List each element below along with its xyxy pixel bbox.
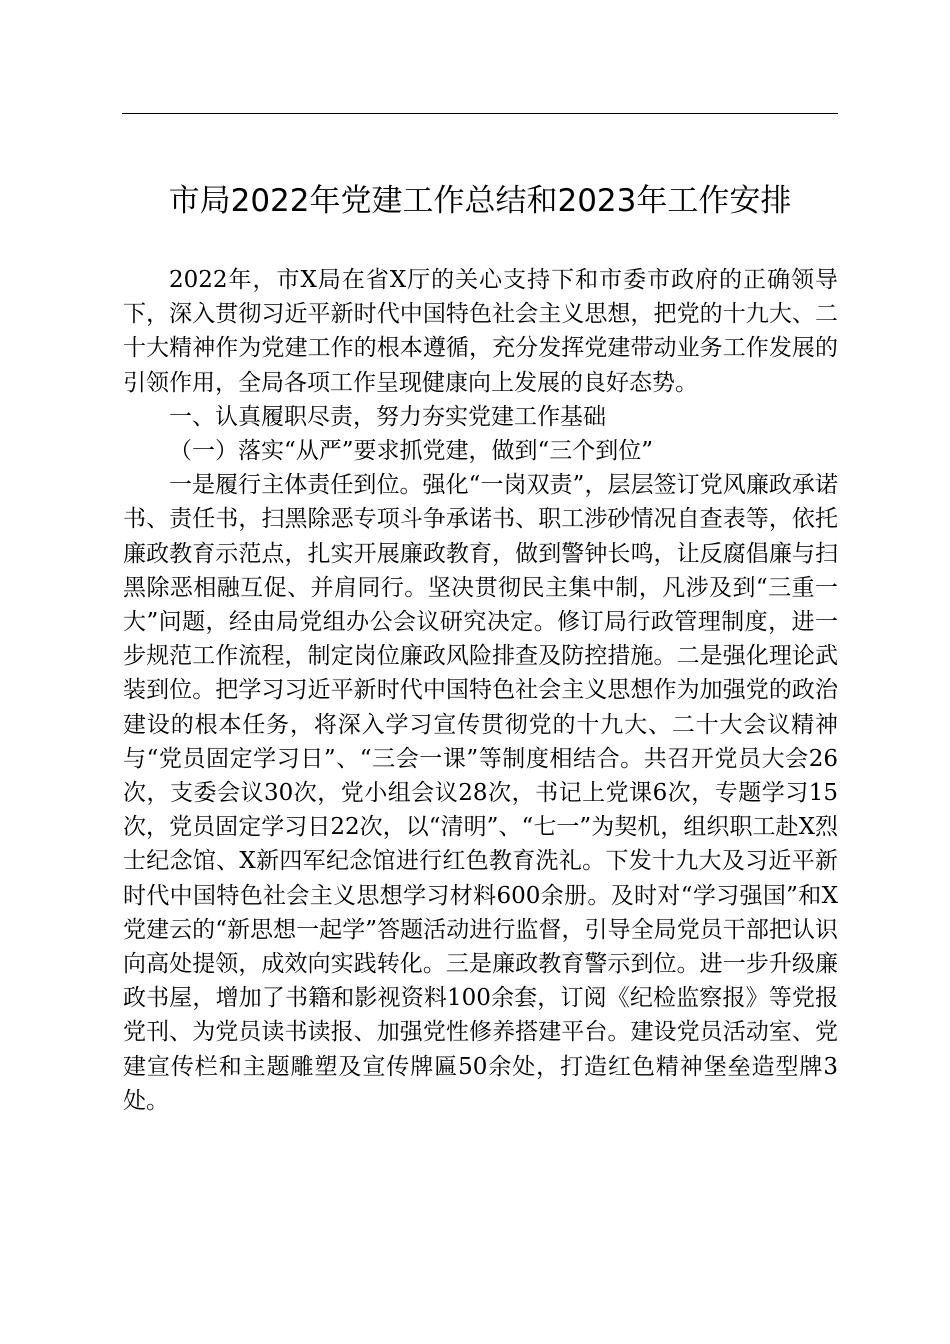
document-body: [123, 263, 838, 1118]
subsection-heading: （一）落实“从严”要求抓党建，做到“三个到位”: [169, 438, 654, 465]
document-title: 市局2022年党建工作总结和2023年工作安排: [168, 183, 792, 219]
section-heading: 一、认真履职尽责，努力夯实党建工作基础: [169, 403, 606, 430]
header-rule: [122, 113, 838, 114]
body-paragraph: 一是履行主体责任到位。强化“一岗双责”，层层签订党风廉政承诺书、责任书，扫黑除恶专项斗争承诺书、职工涉砂情况自查表等，依托廉政教育示范点，扎实开展廉政教育，做到警钟长鸣，让反腐倡廉与扫黑除恶相融互促、并肩同行。坚决贯彻民主集中制，凡涉及到“三重一大”问题，经由局党组办公会议研究决定。修订局行政管理制度，进一步规范工作流程，制定岗位廉政风险排查及防控措施。二是强化理论武装到位。把学习习近平新时代中国特色社会主义思想作为加强党的政治建设的根本任务，将深入学习宣传贯彻党的十九大、二十大会议精神与“党员固定学习日”、“三会一课”等制度相结合。共召开党员大会26次，支委会议30次，党小组会议28次，书记上党课6次，专题学习15次，党员固定学习日22次，以“清明”、“七一”为契机，组织职工赴X烈士纪念馆、X新四军纪念馆进行红色教育洗礼。下发十九大及习近平新时代中国特色社会主义思想学习材料600余册。及时对“学习强国”和X党建云的“新思想一起学”答题活动进行监督，引导全局党员干部把认识向高处提领，成效向实践转化。三是廉政教育警示到位。进一步升级廉政书屋，增加了书籍和影视资料100余套，订阅《纪检监察报》等党报党刊、为党员读书读报、加强党性修养搭建平台。建设党员活动室、党建宣传栏和主题雕塑及宣传牌匾50余处，打造红色精神堡垒造型牌3处。: [123, 472, 838, 1114]
intro-paragraph: 2022年，市X局在省X厅的关心支持下和市委市政府的正确领导下，深入贯彻习近平新时代中国特色社会主义思想，把党的十九大、二十大精神作为党建工作的根本遵循，充分发挥党建带动业务工作发展的引领作用，全局各项工作呈现健康向上发展的良好态势。: [123, 267, 838, 396]
